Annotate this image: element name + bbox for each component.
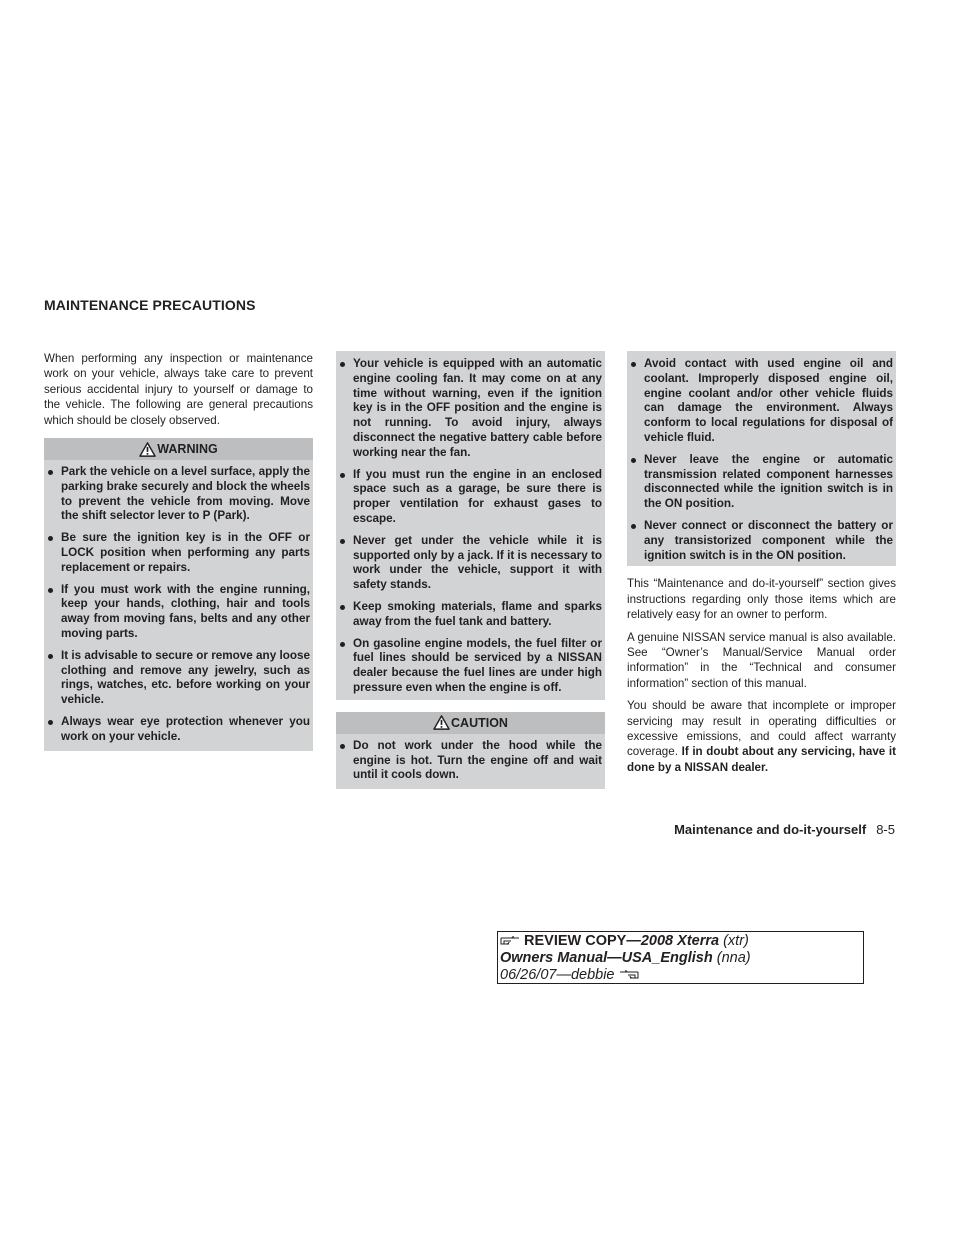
warning-continued-box — [336, 351, 605, 700]
review-line-2: Owners Manual—USA_English (nna) — [500, 950, 751, 966]
list-item: Keep smoking materials, flame and sparks away from the fuel tank and battery. — [336, 600, 602, 630]
warning-title: WARNING — [157, 442, 218, 457]
bullet-icon — [48, 720, 53, 725]
bullet-icon — [340, 473, 345, 478]
list-item: Never connect or disconnect the battery or any transistorized component while the ignition switch is in the ON position. — [627, 519, 893, 563]
bullet-icon — [340, 605, 345, 610]
list-item: On gasoline engine models, the fuel filter or fuel lines should be serviced by a NISSAN dealer because the fuel lines are under high pressure even when the engine is off. — [336, 637, 602, 696]
list-item: Avoid contact with used engine oil and coolant. Improperly disposed engine oil, engine coolant and/or other vehicle fluids can damage the environment. Always conform to local regulations for disposal of vehicle fluid. — [627, 357, 893, 446]
intro-paragraph: When performing any inspection or maintenance work on your vehicle, always take care to prevent serious accidental injury to yourself or damage to the vehicle. The following are general precautions which should be closely observed. — [44, 352, 313, 427]
pointing-hand-right-icon — [500, 934, 520, 946]
list-item: Do not work under the hood while the engine is hot. Turn the engine off and wait until it cools down. — [336, 739, 602, 783]
diy-paragraph: This “Maintenance and do-it-yourself” section gives instructions regarding only those items which are relatively easy for an owner to perform. — [627, 577, 896, 622]
bullet-icon — [48, 588, 53, 593]
warning-triangle-icon — [139, 442, 156, 457]
bullet-icon — [631, 362, 636, 367]
bullet-icon — [48, 536, 53, 541]
list-item: If you must work with the engine running, keep your hands, clothing, hair and tools away from moving fans, belts and any other moving parts. — [44, 583, 310, 642]
caution-box — [336, 712, 605, 789]
caution-triangle-icon — [433, 715, 450, 730]
column-2 — [336, 351, 605, 789]
list-item: If you must run the engine in an enclosed space such as a garage, be sure there is proper ventilation for exhaust gases to escape. — [336, 468, 602, 527]
list-item: Never get under the vehicle while it is supported only by a jack. If it is necessary to work under the vehicle, support it with safety stands. — [336, 534, 602, 593]
warning-list — [44, 465, 313, 745]
list-item: It is advisable to secure or remove any loose clothing and remove any jewelry, such as rings, watches, etc. before working on your vehicle. — [44, 649, 310, 708]
bullet-icon — [631, 458, 636, 463]
footer-section-name: Maintenance and do-it-yourself — [674, 822, 867, 837]
servicing-advice: If in doubt about any servicing, have it done by a NISSAN dealer. — [627, 745, 896, 774]
bullet-icon — [340, 539, 345, 544]
list-item: Park the vehicle on a level surface, apply the parking brake securely and block the wheels to prevent the vehicle from moving. Move the shift selector lever to P (Park). — [44, 465, 310, 524]
review-copy-stamp — [497, 931, 864, 984]
bullet-icon — [631, 524, 636, 529]
servicing-paragraph: You should be aware that incomplete or improper servicing may result in operating difficulties or excessive emissions, and could affect warranty coverage. If in doubt about any servicing, have it done by a NISSAN dealer. — [627, 699, 896, 774]
bullet-icon — [48, 470, 53, 475]
bullet-icon — [340, 642, 345, 647]
section-title: MAINTENANCE PRECAUTIONS — [44, 297, 256, 313]
caution-list — [336, 739, 605, 783]
bullet-icon — [340, 744, 345, 749]
column-1 — [44, 351, 313, 751]
page-number: 8-5 — [876, 822, 895, 837]
column-3 — [627, 351, 896, 782]
list-item: Never leave the engine or automatic transmission related component harnesses disconnected while the ignition switch is in the ON position. — [627, 453, 893, 512]
review-line-1: REVIEW COPY—2008 Xterra (xtr) — [500, 933, 863, 950]
pointing-hand-left-icon — [619, 968, 639, 980]
caution-title: CAUTION — [451, 715, 508, 730]
bullet-icon — [340, 362, 345, 367]
warning-continued-list — [336, 357, 605, 696]
page-footer — [674, 822, 895, 837]
warning-header — [44, 438, 313, 460]
service-manual-paragraph: A genuine NISSAN service manual is also available. See “Owner’s Manual/Service Manual order information” in the “Technical and consumer information” section of this manual. — [627, 630, 896, 690]
warning-box — [44, 438, 313, 751]
list-item: Always wear eye protection whenever you work on your vehicle. — [44, 715, 310, 745]
review-line-3: 06/26/07—debbie — [500, 967, 863, 984]
caution-continued-box — [627, 351, 896, 566]
caution-header — [336, 712, 605, 734]
list-item: Be sure the ignition key is in the OFF or LOCK position when performing any parts replacement or repairs. — [44, 531, 310, 575]
list-item: Your vehicle is equipped with an automatic engine cooling fan. It may come on at any time without warning, even if the ignition key is in the OFF position and the engine is not running. To avoid injury, always disconnect the negative battery cable before working near the fan. — [336, 357, 602, 461]
caution-continued-list — [627, 357, 896, 563]
bullet-icon — [48, 654, 53, 659]
